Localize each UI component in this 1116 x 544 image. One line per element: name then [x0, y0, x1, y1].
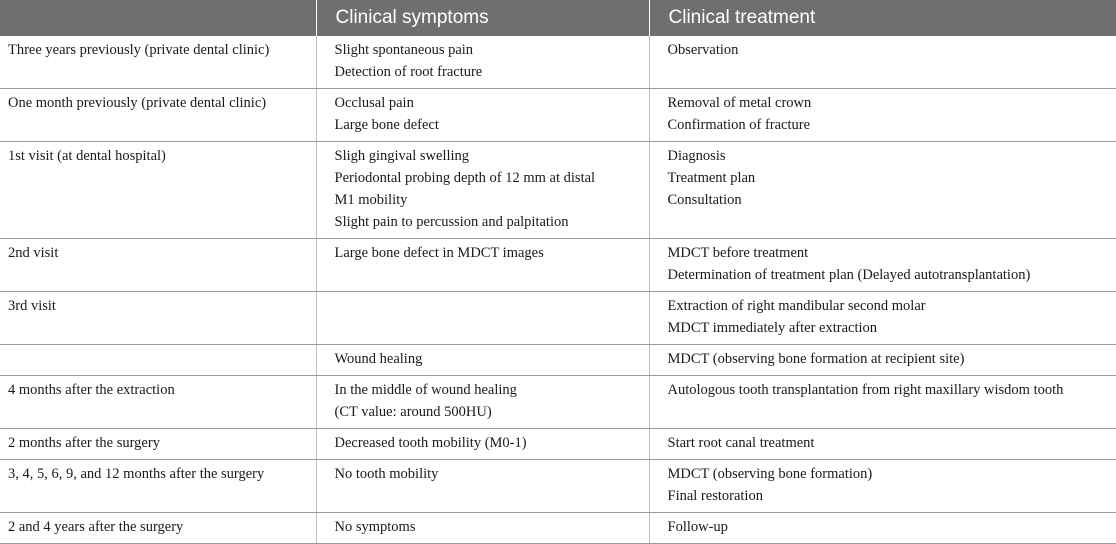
symptom-line: Detection of root fracture	[334, 64, 483, 80]
treatment-line: Removal of metal crown	[667, 95, 812, 111]
symptom-line: No tooth mobility	[334, 466, 439, 482]
stage-text: 2 and 4 years after the surgery	[8, 519, 184, 535]
treatment-cell	[649, 89, 1116, 142]
symptom-line: Wound healing	[334, 351, 423, 367]
table-row	[0, 376, 1116, 429]
treatment-line: Consultation	[667, 192, 742, 208]
table-row	[0, 345, 1116, 376]
symptoms-cell	[316, 376, 649, 429]
symptom-line: No symptoms	[334, 519, 416, 535]
stage-cell	[0, 429, 316, 460]
stage-cell	[0, 376, 316, 429]
symptoms-cell	[316, 429, 649, 460]
stage-text: 3, 4, 5, 6, 9, and 12 months after the surgery	[8, 466, 265, 482]
table-row	[0, 292, 1116, 345]
table-row	[0, 460, 1116, 513]
table-body	[0, 36, 1116, 544]
treatment-line: Final restoration	[667, 488, 763, 504]
treatment-line: MDCT (observing bone formation at recipient site)	[667, 351, 965, 367]
treatment-line: MDCT (observing bone formation)	[667, 466, 873, 482]
header-row	[0, 0, 1116, 36]
treatment-line: Determination of treatment plan (Delayed autotransplantation)	[667, 267, 1031, 283]
table-row	[0, 142, 1116, 239]
symptom-line: (CT value: around 500HU)	[334, 404, 492, 420]
stage-text: One month previously (private dental clinic)	[8, 95, 267, 111]
treatment-cell	[649, 345, 1116, 376]
symptom-line: In the middle of wound healing	[334, 382, 517, 398]
treatment-line: Start root canal treatment	[667, 435, 815, 451]
stage-text: 2nd visit	[8, 245, 59, 261]
symptoms-cell	[316, 460, 649, 513]
treatment-line: Confirmation of fracture	[667, 117, 811, 133]
header-stage	[0, 0, 316, 36]
header-clinical-treatment: Clinical treatment	[649, 0, 1116, 36]
treatment-line: MDCT immediately after extraction	[667, 320, 878, 336]
stage-cell	[0, 460, 316, 513]
symptoms-cell	[316, 142, 649, 239]
symptoms-cell	[316, 89, 649, 142]
stage-text: Three years previously (private dental clinic)	[8, 42, 270, 58]
stage-cell	[0, 239, 316, 292]
symptoms-cell	[316, 513, 649, 544]
table-row	[0, 513, 1116, 544]
treatment-line: MDCT before treatment	[667, 245, 809, 261]
treatment-line: Extraction of right mandibular second molar	[667, 298, 926, 314]
stage-cell	[0, 345, 316, 376]
table-row	[0, 36, 1116, 89]
treatment-cell	[649, 460, 1116, 513]
symptom-line: Sligh gingival swelling	[334, 148, 470, 164]
treatment-line: Treatment plan	[667, 170, 756, 186]
stage-cell	[0, 89, 316, 142]
symptom-line: Periodontal probing depth of 12 mm at distal	[334, 170, 596, 186]
table-row	[0, 239, 1116, 292]
treatment-cell	[649, 142, 1116, 239]
treatment-cell	[649, 376, 1116, 429]
symptoms-cell	[316, 36, 649, 89]
treatment-cell	[649, 513, 1116, 544]
treatment-line: Follow-up	[667, 519, 728, 535]
treatment-cell	[649, 239, 1116, 292]
symptom-line: Occlusal pain	[334, 95, 414, 111]
treatment-cell	[649, 292, 1116, 345]
symptom-line: Large bone defect in MDCT images	[334, 245, 544, 261]
symptom-line: M1 mobility	[334, 192, 408, 208]
symptom-line: Decreased tooth mobility (M0-1)	[334, 435, 527, 451]
symptom-line: Slight spontaneous pain	[334, 42, 474, 58]
stage-cell	[0, 292, 316, 345]
treatment-cell	[649, 36, 1116, 89]
treatment-cell	[649, 429, 1116, 460]
table-header	[0, 0, 1116, 36]
stage-text: 4 months after the extraction	[8, 382, 175, 398]
stage-cell	[0, 513, 316, 544]
symptoms-cell	[316, 345, 649, 376]
symptom-line: Slight pain to percussion and palpitation	[334, 214, 569, 230]
symptoms-cell	[316, 239, 649, 292]
stage-cell	[0, 142, 316, 239]
table-row	[0, 89, 1116, 142]
stage-text: 2 months after the surgery	[8, 435, 160, 451]
header-clinical-symptoms: Clinical symptoms	[316, 0, 649, 36]
stage-text: 1st visit (at dental hospital)	[8, 148, 166, 164]
stage-text: 3rd visit	[8, 298, 56, 314]
treatment-line: Autologous tooth transplantation from right maxillary wisdom tooth	[667, 382, 1064, 398]
stage-cell	[0, 36, 316, 89]
table-row	[0, 429, 1116, 460]
treatment-line: Diagnosis	[667, 148, 726, 164]
symptoms-cell	[316, 292, 649, 345]
treatment-line: Observation	[667, 42, 739, 58]
symptom-line: Large bone defect	[334, 117, 439, 133]
